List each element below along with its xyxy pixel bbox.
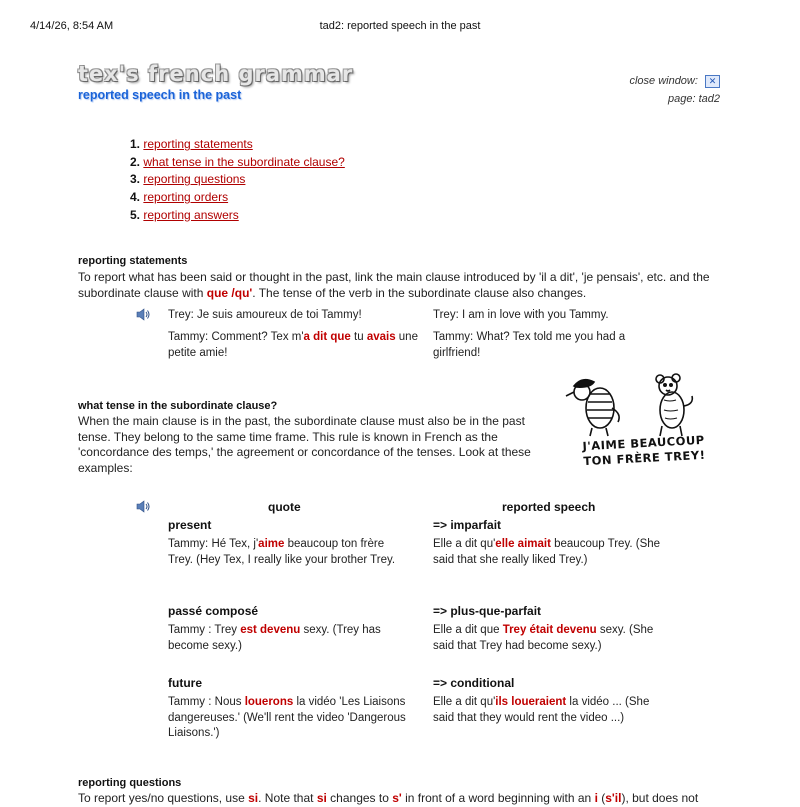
site-logo (78, 62, 353, 102)
toc-link-reporting-statements[interactable]: reporting statements (143, 137, 253, 151)
close-window-label: close window: (629, 75, 698, 87)
column-header-reported-speech: reported speech (502, 500, 596, 514)
example-quote-passe-compose: Tammy : Trey est devenu sexy. (Trey has become sexy.) (168, 624, 381, 652)
dialog-english-1: Trey: I am in love with you Tammy. (433, 309, 609, 321)
tense-label-plus-que-parfait: => plus-que-parfait (433, 604, 542, 618)
section-title-reporting-questions: reporting questions (78, 777, 182, 789)
tense-label-imparfait: => imparfait (433, 518, 502, 532)
tense-label-future: future (168, 676, 202, 690)
section-text-reporting-statements: To report what has been said or thought in the past, link the main clause introduced by 'il a dit', 'je pensais', etc. and the subordinate clause with que /qu'. The tense of the verb in the subordinate clause also changes. (78, 270, 710, 300)
logo-subtitle: reported speech in the past (78, 88, 242, 102)
close-x-icon[interactable]: ✕ (705, 75, 720, 88)
example-reported-plus-que-parfait: Elle a dit que Trey était devenu sexy. (She said that Trey had become sexy.) (433, 624, 654, 652)
logo-title: tex's french grammar (78, 62, 354, 86)
column-header-quote: quote (268, 500, 301, 514)
tense-label-passe-compose: passé composé (168, 604, 259, 618)
dialog-french-1: Trey: Je suis amoureux de toi Tammy! (168, 309, 362, 321)
page-corner-info (629, 72, 720, 108)
example-reported-conditional: Elle a dit qu'ils loueraient la vidéo ... (She said that they would rent the video ...) (433, 696, 650, 724)
section-text-what-tense: When the main clause is in the past, the subordinate clause must also be in the past tense. They belong to the same time frame. This rule is known in French as the 'concordance des temps,' the agreement or concordance of the tenses. Look at these examples: (78, 414, 531, 475)
cartoon-caption: J'AIME BEAUCOUP TON FRÈRE TREY! (582, 432, 706, 469)
toc-item: 3. reporting questions (130, 172, 246, 187)
toc-item: 2. what tense in the subordinate clause? (130, 154, 345, 169)
dialog-french-2: Tammy: Comment? Tex m'a dit que tu avais une petite amie! (168, 331, 418, 359)
tense-label-conditional: => conditional (433, 676, 515, 690)
print-page-title: tad2: reported speech in the past (319, 20, 481, 32)
toc-link-reporting-answers[interactable]: reporting answers (143, 207, 239, 222)
section-text-reporting-questions: To report yes/no questions, use si. Note that si changes to s' in front of a word beginning with an i (s'il), but does not (78, 791, 699, 805)
cartoon-illustration (560, 370, 728, 482)
toc-link-reporting-orders[interactable]: reporting orders (143, 190, 229, 205)
dialog-english-2: Tammy: What? Tex told me you had a girlfriend! (433, 331, 626, 359)
speaker-icon[interactable] (136, 308, 150, 321)
example-quote-future: Tammy : Nous louerons la vidéo 'Les Liaisons dangereuses.' (We'll rent the video 'Dangerous Liaisons.') (168, 696, 406, 739)
section-title-what-tense: what tense in the subordinate clause? (78, 400, 278, 412)
toc-link-reporting-questions[interactable]: reporting questions (143, 172, 246, 187)
table-of-contents (130, 137, 345, 225)
speaker-icon[interactable] (136, 500, 150, 513)
toc-item: 5. reporting answers (130, 207, 239, 222)
toc-item: 1. reporting statements (130, 137, 253, 151)
tense-label-present: present (168, 518, 212, 532)
print-date: 4/14/26, 8:54 AM (30, 20, 114, 32)
toc-link-what-tense[interactable]: what tense in the subordinate clause? (143, 154, 345, 169)
example-reported-imparfait: Elle a dit qu'elle aimait beaucoup Trey. (She said that she really liked Trey.) (433, 538, 661, 566)
toc-item: 4. reporting orders (130, 190, 229, 205)
cartoon-drawing (560, 370, 728, 440)
page-id-label: page: tad2 (668, 93, 720, 105)
example-quote-present: Tammy: Hé Tex, j'aime beaucoup ton frère Trey. (Hey Tex, I really like your brother Trey. (168, 538, 396, 566)
section-title-reporting-statements: reporting statements (78, 255, 188, 267)
